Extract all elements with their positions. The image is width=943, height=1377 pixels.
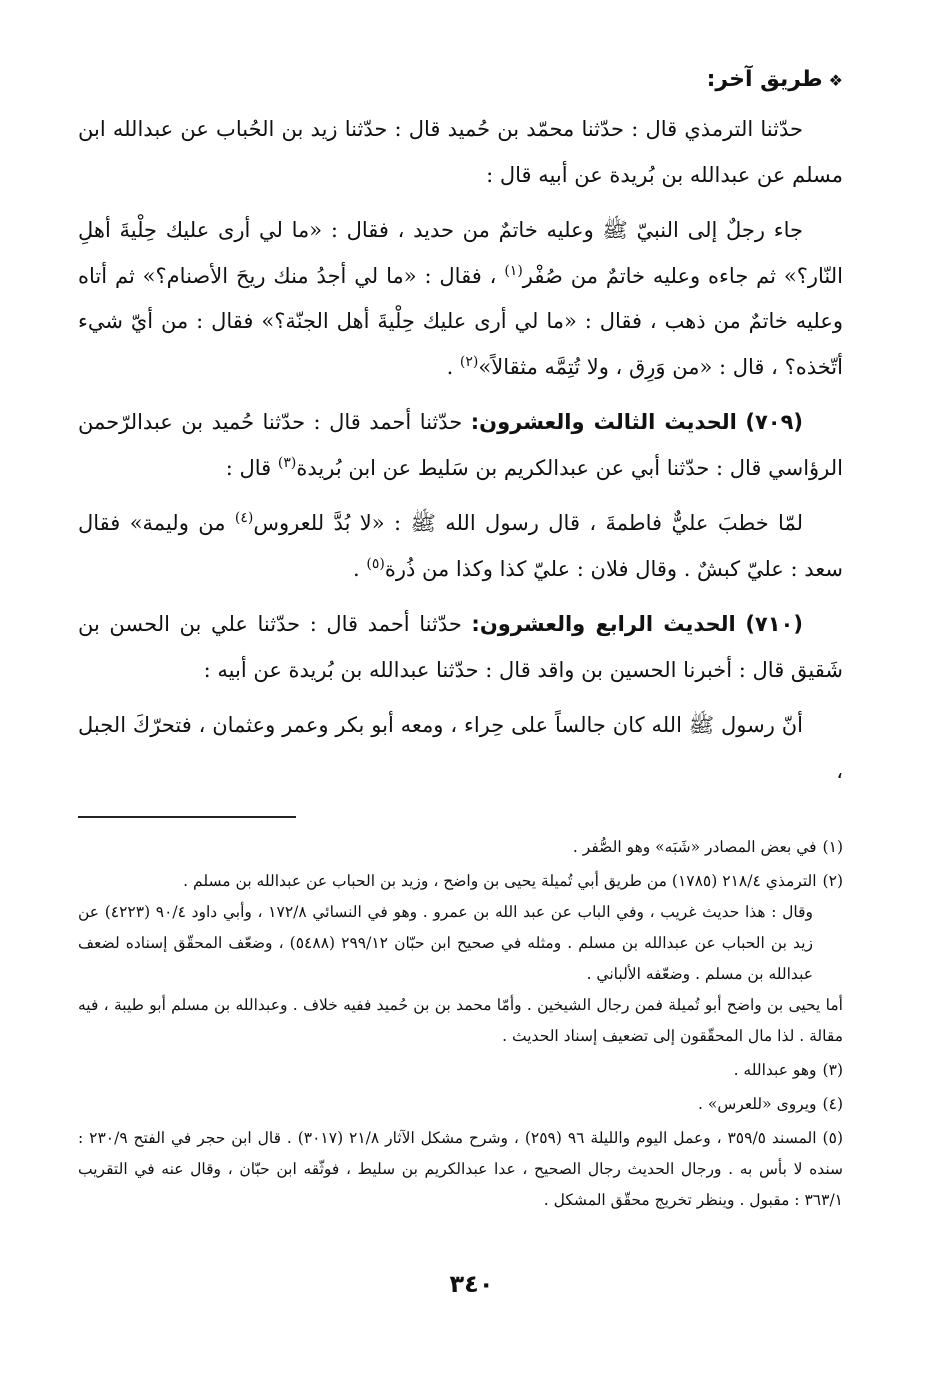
footnote-number: (٤) [822, 1095, 843, 1113]
footnote-2 [78, 866, 843, 1052]
section-heading [78, 58, 843, 103]
footnote-line: وهو عبدالله . [733, 1061, 817, 1079]
hadith-709-body [78, 501, 843, 592]
hadith-text-part2: ، فقال : «ما لي أجدُ منك ريحَ الأصنام؟» ثم أتاه وعليه خاتمٌ من ذهب ، فقال : «ما لي أرى عليك حِلْيةَ أهل الجنّة؟» فقال : من أيّ شيء أتّخذه؟ ، قال : «من وَرِق ، ولا تُتِمَّه مثقالاً» [78, 263, 843, 379]
footnote-number: (٣) [822, 1061, 843, 1079]
footnote-ref-5: (٥) [366, 555, 385, 572]
footnote-ref-4: (٤) [234, 510, 254, 526]
hadith-text-end: . [446, 354, 460, 379]
footnote-line: الترمذي ٢١٨/٤ (١٧٨٥) من طريق أبي تُميلة يحيى بن واضح ، وزيد بن الحباب عن عبدالله بن مسلم . [183, 872, 817, 890]
hadith-710-body: أنّ رسول ﷺ الله كان جالساً على حِراء ، ومعه أبو بكر وعمر وعثمان ، فتحرّكَ الجبل ، [78, 713, 843, 783]
footnotes-section [78, 832, 843, 1216]
document-page [78, 58, 843, 1358]
footnote-number: (٢) [822, 872, 843, 890]
hadith-709-isnad-text2: قال : [225, 455, 278, 480]
hadith-710-isnad [78, 602, 843, 693]
footnote-4 [78, 1089, 843, 1120]
hadith-709-number: (٧٠٩) [745, 410, 804, 434]
footnote-divider [78, 816, 296, 818]
hadith-709-isnad-text1: حدّثنا أحمد قال : حدّثنا حُميد بن عبدالرّحمن الرؤاسي قال : حدّثنا أبي عن عبدالكريم بن سَليط عن ابن بُريدة [78, 410, 843, 480]
hadith-710-title: الحديث الرابع والعشرون: [471, 612, 736, 636]
footnote-3 [78, 1055, 843, 1086]
footnote-ref-3: (٣) [277, 454, 297, 471]
footnote-5 [78, 1123, 843, 1216]
hadith-709-body2: من وليمة» فقال سعد : عليّ كبشٌ . وقال فلان : عليّ كذا وكذا من ذُرة [78, 511, 843, 581]
section-heading-text: طريق آخر: [706, 67, 823, 92]
hadith-text-paragraph [78, 208, 843, 390]
page-number: ٣٤٠ [449, 1270, 494, 1298]
diamond-bullet-icon: ❖ [828, 71, 843, 90]
footnote-number: (٥) [822, 1129, 843, 1147]
hadith-709-isnad [78, 400, 843, 491]
footnote-line: ويروى «للعرس» . [698, 1095, 817, 1113]
footnote-line: وقال : هذا حديث غريب ، وفي الباب عن عبد الله بن عمرو . وهو في النسائي ١٧٢/٨ ، وأبي داود ٩٠/٤ (٤٢٢٣) عن زيد بن الحباب عن عبدالله بن مسلم . ومثله في صحيح ابن حبّان ٢٩٩/١٢ (٥٤٨٨) ، وضعّف المحقّق إسناده لضعف عبدالله بن مسلم . وضعّفه الألباني . [78, 903, 813, 983]
hadith-710-isnad-text: حدّثنا أحمد قال : حدّثنا علي بن الحسن بن شَقيق قال : أخبرنا الحسين بن واقد قال : حدّثنا عبدالله بن بُريدة عن أبيه : [78, 612, 843, 682]
footnote-line: المسند ٣٥٩/٥ ، وعمل اليوم والليلة ٩٦ (٢٥٩) ، وشرح مشكل الآثار ٢١/٨ (٣٠١٧) . قال ابن حجر في الفتح ٢٣٠/٩ : سنده لا بأس به . ورجال الحديث رجال الصحيح ، عدا عبدالكريم بن سليط ، فوثّقه ابن حبّان ، وقال عنه في التقريب ٣٦٣/١ : مقبول . وينظر تخريج محقّق المشكل . [78, 1129, 843, 1209]
footnote-line: في بعض المصادر «شَبَه» وهو الصُّفر . [572, 838, 817, 856]
hadith-text-part1: جاء رجلٌ إلى النبيّ ﷺ وعليه خاتمٌ من حديد ، فقال : «ما لي أرى عليك حِلْيةَ أهلِ النّار؟» ثم جاءه وعليه خاتمٌ من صُفْر [78, 218, 844, 288]
hadith-709-body1: لمّا خطبَ عليٌّ فاطمةَ ، قال رسول الله ﷺ : «لا بُدَّ للعروس [253, 511, 803, 535]
hadith-709-body3: . [353, 556, 367, 581]
hadith-709-title: الحديث الثالث والعشرون: [470, 410, 737, 434]
footnote-ref-2: (٢) [459, 353, 479, 370]
footnote-ref-1: (١) [504, 262, 523, 279]
isnad-paragraph: حدّثنا الترمذي قال : حدّثنا محمّد بن حُميد قال : حدّثنا زيد بن الحُباب عن عبدالله ابن مسلم عن عبدالله بن بُريدة عن أبيه قال : [78, 117, 843, 187]
hadith-710-number: (٧١٠) [745, 612, 803, 636]
footnote-1 [78, 832, 843, 863]
footnote-number: (١) [822, 838, 843, 856]
footnote-line: أما يحيى بن واضح أبو تُميلة فمن رجال الشيخين . وأمّا محمد بن بن حُميد ففيه خلاف . وعبدالله بن مسلم أبو طيبة ، فيه مقالة . لذا مال المحقّقون إلى تضعيف إسناد الحديث . [78, 996, 843, 1045]
